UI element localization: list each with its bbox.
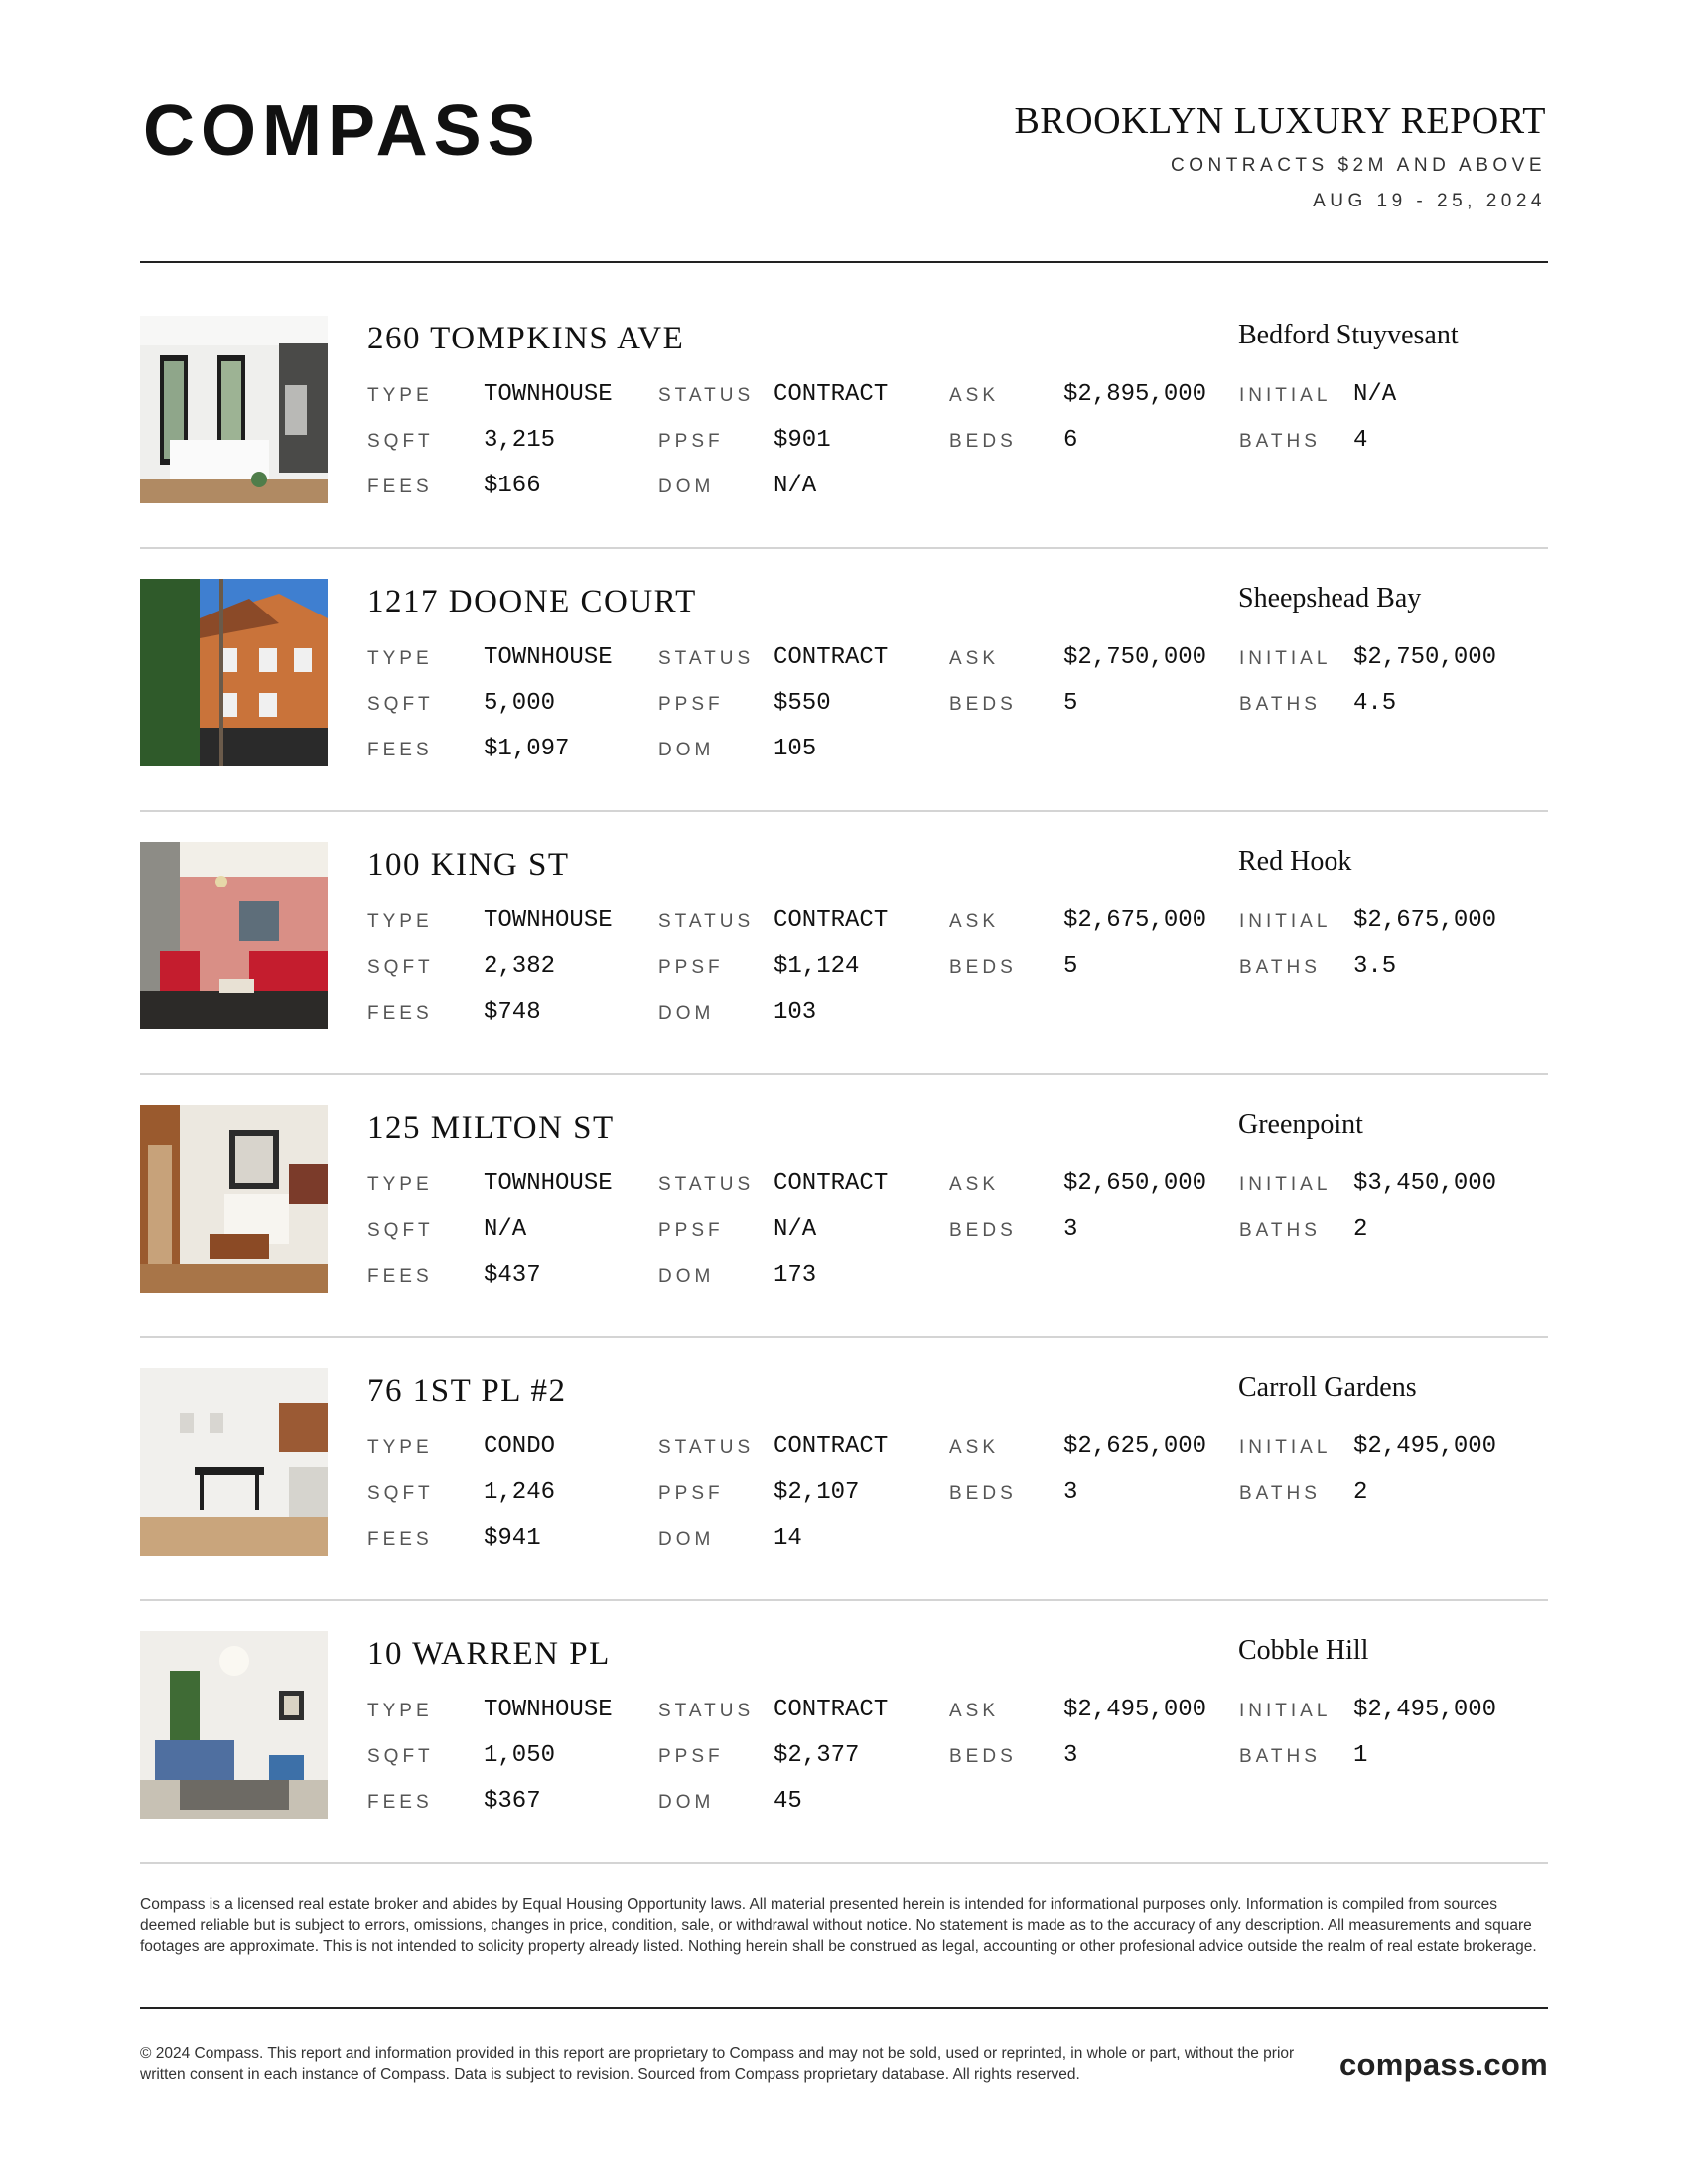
listing-row bbox=[140, 579, 1548, 767]
sqft-value: 2,382 bbox=[484, 953, 556, 980]
beds-label: BEDS bbox=[949, 431, 1017, 452]
ask-value: $2,650,000 bbox=[1063, 1170, 1207, 1197]
baths-label: BATHS bbox=[1239, 694, 1321, 715]
listing-neighborhood: Sheepshead Bay bbox=[1238, 583, 1422, 614]
listing-address: 100 KING ST bbox=[367, 847, 570, 883]
listing-divider bbox=[140, 1336, 1548, 1338]
fees-label: FEES bbox=[367, 1529, 433, 1550]
listing-address: 1217 DOONE COURT bbox=[367, 584, 697, 619]
dining-room-photo bbox=[140, 1368, 328, 1556]
status-value: CONTRACT bbox=[774, 381, 889, 408]
listing-divider bbox=[140, 1599, 1548, 1601]
baths-value: 3.5 bbox=[1353, 953, 1397, 980]
baths-value: 1 bbox=[1353, 1742, 1368, 1769]
status-label: STATUS bbox=[658, 1701, 755, 1721]
ppsf-value: $2,377 bbox=[774, 1742, 860, 1769]
report-date-range: AUG 19 - 25, 2024 bbox=[1313, 191, 1546, 211]
initial-value: N/A bbox=[1353, 381, 1397, 408]
dom-value: 45 bbox=[774, 1788, 802, 1815]
ask-value: $2,675,000 bbox=[1063, 907, 1207, 934]
type-value: TOWNHOUSE bbox=[484, 644, 613, 671]
type-value: TOWNHOUSE bbox=[484, 1170, 613, 1197]
initial-label: INITIAL bbox=[1239, 385, 1332, 406]
listing-row bbox=[140, 1368, 1548, 1557]
status-value: CONTRACT bbox=[774, 1170, 889, 1197]
ask-label: ASK bbox=[949, 648, 1000, 669]
listing-address: 76 1ST PL #2 bbox=[367, 1373, 567, 1409]
type-label: TYPE bbox=[367, 385, 433, 406]
ask-label: ASK bbox=[949, 1701, 1000, 1721]
sqft-label: SQFT bbox=[367, 1220, 434, 1241]
sqft-value: 1,246 bbox=[484, 1479, 556, 1506]
ppsf-value: $901 bbox=[774, 427, 831, 454]
beds-label: BEDS bbox=[949, 1483, 1017, 1504]
beds-value: 6 bbox=[1063, 427, 1078, 454]
type-label: TYPE bbox=[367, 648, 433, 669]
type-value: TOWNHOUSE bbox=[484, 907, 613, 934]
ppsf-label: PPSF bbox=[658, 957, 724, 978]
dom-label: DOM bbox=[658, 1792, 715, 1813]
ask-label: ASK bbox=[949, 385, 1000, 406]
beds-value: 3 bbox=[1063, 1216, 1078, 1243]
fees-value: $941 bbox=[484, 1525, 541, 1552]
baths-value: 2 bbox=[1353, 1216, 1368, 1243]
sqft-value: 5,000 bbox=[484, 690, 556, 717]
baths-label: BATHS bbox=[1239, 1483, 1321, 1504]
type-value: CONDO bbox=[484, 1433, 556, 1460]
ppsf-value: N/A bbox=[774, 1216, 817, 1243]
listing-neighborhood: Cobble Hill bbox=[1238, 1635, 1369, 1666]
fees-label: FEES bbox=[367, 1792, 433, 1813]
ppsf-label: PPSF bbox=[658, 1746, 724, 1767]
listing-row bbox=[140, 1105, 1548, 1294]
listing-neighborhood: Greenpoint bbox=[1238, 1109, 1363, 1140]
beds-label: BEDS bbox=[949, 1220, 1017, 1241]
dom-value: N/A bbox=[774, 473, 817, 499]
type-label: TYPE bbox=[367, 1174, 433, 1195]
dom-label: DOM bbox=[658, 1266, 715, 1287]
beds-label: BEDS bbox=[949, 957, 1017, 978]
dom-value: 105 bbox=[774, 736, 817, 762]
listing-address: 10 WARREN PL bbox=[367, 1636, 611, 1672]
fees-label: FEES bbox=[367, 740, 433, 760]
ppsf-label: PPSF bbox=[658, 694, 724, 715]
fees-value: $166 bbox=[484, 473, 541, 499]
ask-label: ASK bbox=[949, 911, 1000, 932]
initial-label: INITIAL bbox=[1239, 1701, 1332, 1721]
listing-row bbox=[140, 1631, 1548, 1820]
initial-label: INITIAL bbox=[1239, 1437, 1332, 1458]
status-value: CONTRACT bbox=[774, 907, 889, 934]
listing-neighborhood: Bedford Stuyvesant bbox=[1238, 320, 1459, 350]
listing-neighborhood: Red Hook bbox=[1238, 846, 1352, 877]
ppsf-label: PPSF bbox=[658, 1483, 724, 1504]
dom-value: 14 bbox=[774, 1525, 802, 1552]
legal-disclaimer: Compass is a licensed real estate broker and abides by Equal Housing Opportunity laws. All material presented herein is intended for informational purposes only. Information is compiled from sources deemed reliable but is subject to errors, omissions, changes in price, condition, sale, or withdrawal without notice. No statement is made as to the accuracy of any description. All measurements and square footages are approximate. This is not intended to solicity property already listed. Nothing herein shall be construed as legal, accounting or other profesional advice outside the realm of real estate brokerage. bbox=[140, 1896, 1537, 1955]
baths-value: 4.5 bbox=[1353, 690, 1397, 717]
type-label: TYPE bbox=[367, 1437, 433, 1458]
baths-value: 2 bbox=[1353, 1479, 1368, 1506]
ask-label: ASK bbox=[949, 1437, 1000, 1458]
report-title: BROOKLYN LUXURY REPORT bbox=[1014, 100, 1546, 142]
sqft-label: SQFT bbox=[367, 957, 434, 978]
parlor-photo bbox=[140, 1105, 328, 1293]
ask-value: $2,895,000 bbox=[1063, 381, 1207, 408]
dom-label: DOM bbox=[658, 1529, 715, 1550]
beds-label: BEDS bbox=[949, 694, 1017, 715]
initial-value: $2,750,000 bbox=[1353, 644, 1497, 671]
beds-value: 5 bbox=[1063, 953, 1078, 980]
status-value: CONTRACT bbox=[774, 1433, 889, 1460]
ask-label: ASK bbox=[949, 1174, 1000, 1195]
ppsf-value: $1,124 bbox=[774, 953, 860, 980]
beds-value: 3 bbox=[1063, 1479, 1078, 1506]
sqft-value: 1,050 bbox=[484, 1742, 556, 1769]
ppsf-label: PPSF bbox=[658, 431, 724, 452]
report-subtitle: CONTRACTS $2M AND ABOVE bbox=[1170, 155, 1546, 176]
compass-logo-mark bbox=[143, 99, 564, 163]
status-label: STATUS bbox=[658, 911, 755, 932]
dom-value: 103 bbox=[774, 999, 817, 1025]
baths-label: BATHS bbox=[1239, 957, 1321, 978]
exterior-photo bbox=[140, 579, 328, 766]
fees-label: FEES bbox=[367, 1266, 433, 1287]
initial-value: $2,495,000 bbox=[1353, 1433, 1497, 1460]
kitchen-photo bbox=[140, 316, 328, 503]
status-label: STATUS bbox=[658, 1437, 755, 1458]
fees-value: $748 bbox=[484, 999, 541, 1025]
ask-value: $2,625,000 bbox=[1063, 1433, 1207, 1460]
sqft-label: SQFT bbox=[367, 1746, 434, 1767]
status-label: STATUS bbox=[658, 1174, 755, 1195]
copyright-notice: © 2024 Compass. This report and information provided in this report are proprietary to Compass and may not be sold, used or reprinted, in whole or part, without the prior written consent in each instance of Compass. Data is subject to revision. Sourced from Compass proprietary database. All rights reserved. bbox=[140, 2045, 1295, 2083]
listing-row bbox=[140, 842, 1548, 1030]
fees-value: $1,097 bbox=[484, 736, 570, 762]
ppsf-value: $550 bbox=[774, 690, 831, 717]
listing-row bbox=[140, 316, 1548, 504]
status-label: STATUS bbox=[658, 648, 755, 669]
baths-label: BATHS bbox=[1239, 1220, 1321, 1241]
dom-label: DOM bbox=[658, 1003, 715, 1024]
listing-divider bbox=[140, 1073, 1548, 1075]
type-label: TYPE bbox=[367, 1701, 433, 1721]
sqft-label: SQFT bbox=[367, 1483, 434, 1504]
initial-label: INITIAL bbox=[1239, 1174, 1332, 1195]
dom-value: 173 bbox=[774, 1262, 817, 1289]
status-value: CONTRACT bbox=[774, 644, 889, 671]
baths-label: BATHS bbox=[1239, 1746, 1321, 1767]
initial-label: INITIAL bbox=[1239, 648, 1332, 669]
beds-label: BEDS bbox=[949, 1746, 1017, 1767]
type-label: TYPE bbox=[367, 911, 433, 932]
type-value: TOWNHOUSE bbox=[484, 381, 613, 408]
status-label: STATUS bbox=[658, 385, 755, 406]
baths-label: BATHS bbox=[1239, 431, 1321, 452]
listing-address: 260 TOMPKINS AVE bbox=[367, 321, 685, 356]
ppsf-value: $2,107 bbox=[774, 1479, 860, 1506]
baths-value: 4 bbox=[1353, 427, 1368, 454]
fees-label: FEES bbox=[367, 1003, 433, 1024]
listing-address: 125 MILTON ST bbox=[367, 1110, 615, 1146]
sqft-label: SQFT bbox=[367, 431, 434, 452]
beds-value: 5 bbox=[1063, 690, 1078, 717]
sqft-label: SQFT bbox=[367, 694, 434, 715]
sqft-value: N/A bbox=[484, 1216, 527, 1243]
initial-value: $2,675,000 bbox=[1353, 907, 1497, 934]
status-value: CONTRACT bbox=[774, 1697, 889, 1723]
beds-value: 3 bbox=[1063, 1742, 1078, 1769]
type-value: TOWNHOUSE bbox=[484, 1697, 613, 1723]
initial-value: $3,450,000 bbox=[1353, 1170, 1497, 1197]
dom-label: DOM bbox=[658, 477, 715, 497]
sitting-room-photo bbox=[140, 1631, 328, 1819]
website-link[interactable]: compass.com bbox=[1338, 2047, 1548, 2082]
header-divider bbox=[140, 261, 1548, 263]
listing-divider bbox=[140, 810, 1548, 812]
ask-value: $2,750,000 bbox=[1063, 644, 1207, 671]
listing-neighborhood: Carroll Gardens bbox=[1238, 1372, 1417, 1403]
sqft-value: 3,215 bbox=[484, 427, 556, 454]
ask-value: $2,495,000 bbox=[1063, 1697, 1207, 1723]
dom-label: DOM bbox=[658, 740, 715, 760]
compass-logo bbox=[143, 99, 564, 163]
listing-divider bbox=[140, 1862, 1548, 1864]
listing-divider bbox=[140, 547, 1548, 549]
fees-value: $367 bbox=[484, 1788, 541, 1815]
fees-value: $437 bbox=[484, 1262, 541, 1289]
ppsf-label: PPSF bbox=[658, 1220, 724, 1241]
footer-divider bbox=[140, 2007, 1548, 2009]
fees-label: FEES bbox=[367, 477, 433, 497]
living-room-photo bbox=[140, 842, 328, 1029]
logo-text: COMPASS bbox=[143, 99, 541, 163]
initial-label: INITIAL bbox=[1239, 911, 1332, 932]
initial-value: $2,495,000 bbox=[1353, 1697, 1497, 1723]
